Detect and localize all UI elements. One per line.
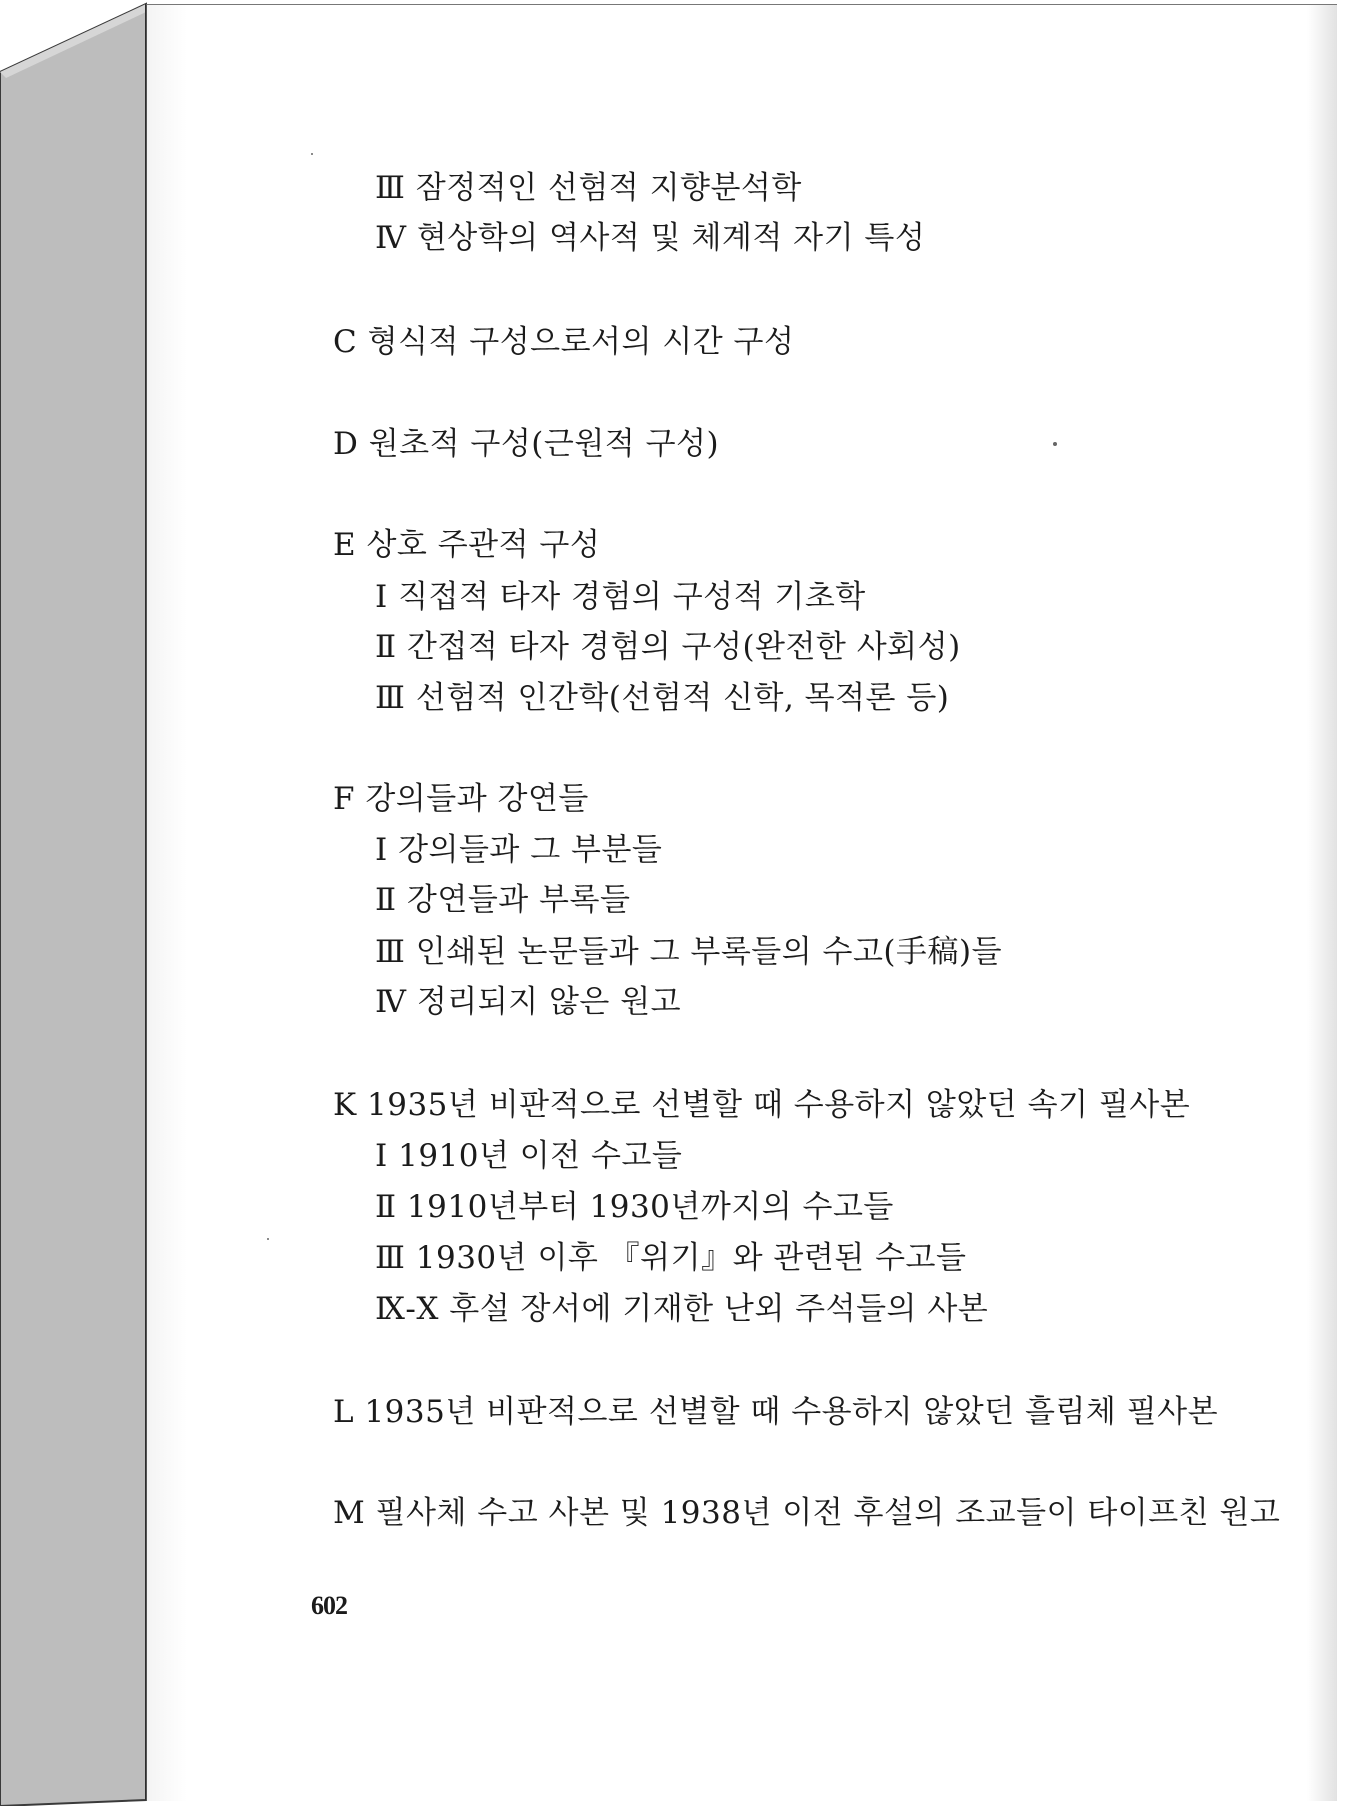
toc-subentry-IX-X: Ⅸ-Ⅹ 후설 장서에 기재한 난외 주석들의 사본 xyxy=(375,1291,989,1327)
book-spine-side xyxy=(0,0,150,1806)
toc-entry-F: F 강의들과 강연들 xyxy=(333,781,589,817)
toc-subentry-III: Ⅲ 선험적 인간학(선험적 신학, 목적론 등) xyxy=(375,680,950,716)
dust-speck xyxy=(1053,442,1057,446)
toc-subentry-II: Ⅱ 간접적 타자 경험의 구성(완전한 사회성) xyxy=(375,629,961,665)
toc-subentry-III: Ⅲ 1930년 이후 『위기』와 관련된 수고들 xyxy=(375,1240,967,1276)
toc-subentry-IV: Ⅳ 현상학의 역사적 및 체계적 자기 특성 xyxy=(375,220,926,256)
toc-subentry-I: Ⅰ 1910년 이전 수고들 xyxy=(375,1138,683,1174)
toc-entry-C: C 형식적 구성으로서의 시간 구성 xyxy=(333,324,795,360)
toc-subentry-IV: Ⅳ 정리되지 않은 원고 xyxy=(375,984,682,1020)
toc-entry-M: M 필사체 수고 사본 및 1938년 이전 후설의 조교들이 타이프친 원고 xyxy=(333,1495,1281,1531)
toc-entry-D: D 원초적 구성(근원적 구성) xyxy=(333,426,720,462)
toc-subentry-II: Ⅱ 강연들과 부록들 xyxy=(375,882,631,918)
toc-subentry-I: Ⅰ 강의들과 그 부분들 xyxy=(375,832,663,868)
page-number: 602 xyxy=(311,1591,347,1620)
dust-speck xyxy=(267,1238,269,1240)
toc-subentry-I: Ⅰ 직접적 타자 경험의 구성적 기초학 xyxy=(375,579,866,615)
toc-entry-K: K 1935년 비판적으로 선별할 때 수용하지 않았던 속기 필사본 xyxy=(333,1087,1191,1123)
toc-subentry-III: Ⅲ 인쇄된 논문들과 그 부록들의 수고(手稿)들 xyxy=(375,934,1003,970)
toc-subentry-III: Ⅲ 잠정적인 선험적 지향분석학 xyxy=(375,170,802,206)
document-page xyxy=(146,4,1337,1801)
dust-speck xyxy=(311,153,313,155)
toc-entry-L: L 1935년 비판적으로 선별할 때 수용하지 않았던 흘림체 필사본 xyxy=(333,1394,1219,1430)
toc-subentry-II: Ⅱ 1910년부터 1930년까지의 수고들 xyxy=(375,1189,894,1225)
toc-entry-E: E 상호 주관적 구성 xyxy=(333,527,601,563)
